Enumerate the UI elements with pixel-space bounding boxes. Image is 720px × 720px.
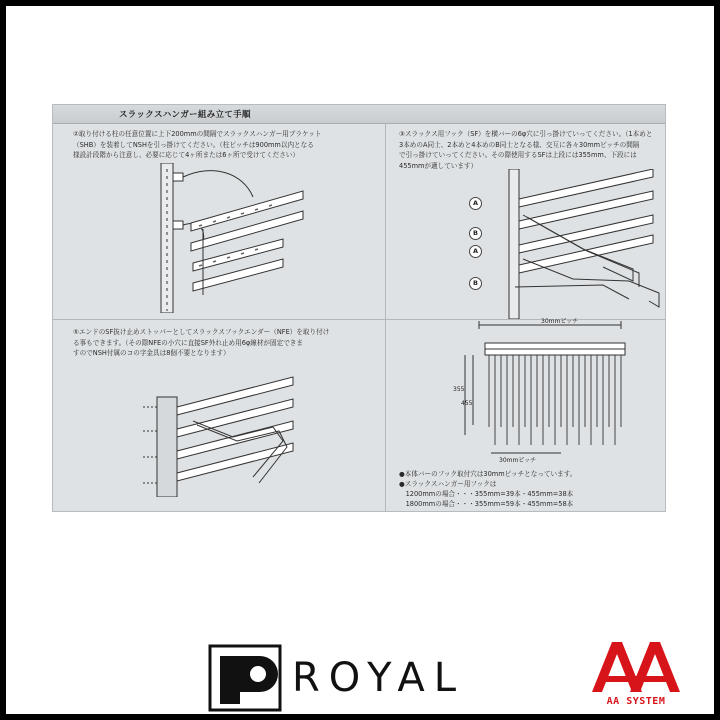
hook-hanging-illustration xyxy=(453,169,663,319)
header-bar xyxy=(53,105,665,124)
aa-mark-icon xyxy=(586,636,686,696)
step-2-text: ②取り付ける柱の任意位置に上下200mmの間隔でスラックスハンガー用ブラケット （SHB）を装着してNSHを引っ掛けてください。（柱ピッチは900mm以内となる 様設計段階から注意し、必要に応じて4ヶ所または6ヶ所で受けてください） xyxy=(73,130,322,159)
top-pitch-label: 30mmピッチ xyxy=(541,318,579,325)
end-stopper-illustration xyxy=(133,367,303,497)
instruction-sheet xyxy=(52,104,666,512)
height-455-label: 455 xyxy=(461,400,473,407)
panel-divider-vertical xyxy=(385,123,386,512)
height-355-label: 355 xyxy=(453,386,465,393)
aa-system-logo xyxy=(586,636,686,714)
callout-a-1: A xyxy=(469,197,482,210)
royal-wordmark: ROYAL xyxy=(292,655,466,701)
step-3-text: ③スラックス用フック（SF）を横バーの6φ穴に引っ掛けていってください。（1本めと 3本めのA同士、2本めと4本めのB同士となる様、交互に各々30mmピッチの間隔 で引っ掛けていってください。その際使用するSFは上段には355mm、下段には 455mmが適しています） xyxy=(399,130,653,170)
callout-b-2: B xyxy=(469,277,482,290)
callout-a-2: A xyxy=(469,245,482,258)
royal-mark-icon xyxy=(208,644,288,714)
step-5-text: ⑤エンドのSF抜け止めストッパーとしてスラックスフックエンダー（NFE）を取り付け る事もできます。（その際NFEの小穴に直接SF外れ止め用6φ線材が固定できま すのでNSH付属のコの字金具は8個不要となります） xyxy=(73,328,330,357)
callout-b-1: B xyxy=(469,227,482,240)
page-title: スラックスハンガー組み立て手順 xyxy=(119,110,251,120)
spec-notes: ●本体バーのフック取付穴は30mmピッチとなっています。 ●スラックスハンガー用フックは 1200mmの場合・・・355mm=39本・455mm=38本 1800mmの場合・・・355mm=59本・455mm=58本 xyxy=(399,470,577,508)
hook-front-view-diagram xyxy=(451,315,631,465)
bottom-pitch-label: 30mmピッチ xyxy=(499,457,537,464)
aa-system-wordmark: AA SYSTEM xyxy=(606,696,666,707)
bracket-assembly-illustration xyxy=(133,163,363,313)
